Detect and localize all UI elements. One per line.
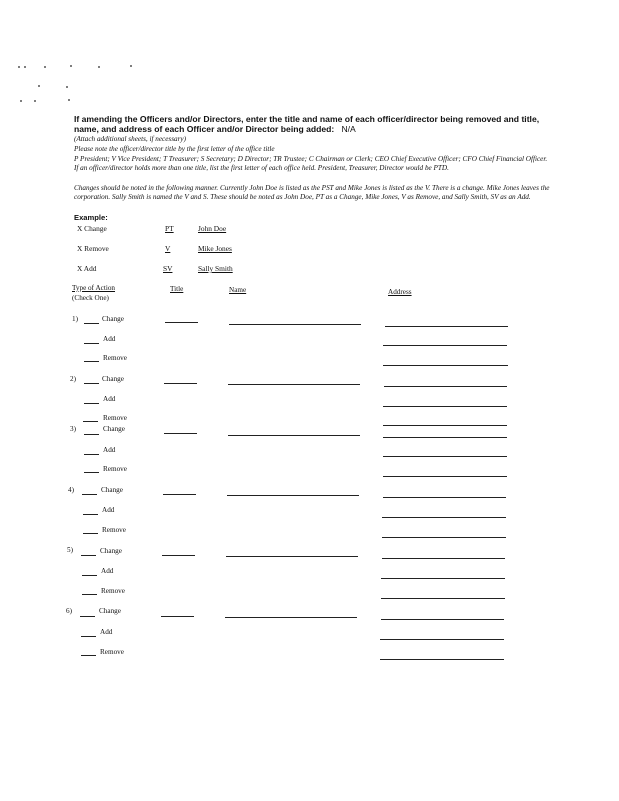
entry-number: 1) <box>72 315 78 323</box>
address-field-2[interactable] <box>383 345 507 346</box>
example-title: PT <box>165 224 174 233</box>
example-action: X Change <box>77 224 107 233</box>
entry-number: 2) <box>70 375 76 383</box>
column-check-one: (Check One) <box>72 294 109 302</box>
change-label: Change <box>100 547 122 555</box>
column-name: Name <box>229 286 247 294</box>
remove-label: Remove <box>103 465 127 473</box>
entry-number: 6) <box>66 607 72 615</box>
remove-checkbox-line[interactable] <box>83 421 98 422</box>
address-field-3[interactable] <box>382 537 506 538</box>
remove-checkbox-line[interactable] <box>82 594 97 595</box>
change-label: Change <box>102 315 124 323</box>
address-field-3[interactable] <box>383 425 507 426</box>
example-title: V <box>165 244 171 253</box>
heading-value: N/A <box>341 124 356 134</box>
remove-label: Remove <box>103 354 127 362</box>
column-address: Address <box>388 288 412 296</box>
title-field[interactable] <box>165 322 198 323</box>
example-title: SV <box>163 264 173 273</box>
heading-text: If amending the Officers and/or Directors, enter the title and name of each officer/director being removed and title, name, and address of each Officer and/or Director being added: <box>74 114 540 134</box>
remove-label: Remove <box>102 526 126 534</box>
add-label: Add <box>103 395 116 403</box>
change-checkbox-line[interactable] <box>80 616 95 617</box>
title-field[interactable] <box>164 433 197 434</box>
add-checkbox-line[interactable] <box>82 575 97 576</box>
remove-checkbox-line[interactable] <box>84 361 99 362</box>
address-field-2[interactable] <box>381 578 505 579</box>
address-field-1[interactable] <box>383 497 506 498</box>
change-checkbox-line[interactable] <box>82 494 97 495</box>
name-field[interactable] <box>227 495 359 496</box>
remove-checkbox-line[interactable] <box>83 533 98 534</box>
add-label: Add <box>103 446 116 454</box>
add-checkbox-line[interactable] <box>84 403 99 404</box>
title-field[interactable] <box>164 383 197 384</box>
example-name: Mike Jones <box>198 244 232 253</box>
address-field-3[interactable] <box>383 476 507 477</box>
example-action: X Add <box>77 264 97 273</box>
address-field-1[interactable] <box>383 437 507 438</box>
address-field-1[interactable] <box>382 558 505 559</box>
address-field-3[interactable] <box>383 365 508 366</box>
address-field-3[interactable] <box>380 659 504 660</box>
add-checkbox-line[interactable] <box>84 454 99 455</box>
address-field-2[interactable] <box>383 406 507 407</box>
add-label: Add <box>102 506 115 514</box>
name-field[interactable] <box>228 435 360 436</box>
change-label: Change <box>102 375 124 383</box>
title-field[interactable] <box>163 494 196 495</box>
column-title: Title <box>170 285 184 293</box>
add-checkbox-line[interactable] <box>84 343 99 344</box>
remove-label: Remove <box>103 414 127 422</box>
change-checkbox-line[interactable] <box>84 434 99 435</box>
title-field[interactable] <box>162 555 195 556</box>
instruction-changes: Changes should be noted in the following manner. Currently John Doe is listed as the PST and Mike Jones is listed as the V. There is a change. Mike Jones leaves the corporation. Sally Smith is named the V and S. These should be noted as John Doe, PT as a Change, Mike Jones, V as Remove, and Sally Smith, SV as an Add. <box>74 184 550 201</box>
example-name: Sally Smith <box>198 264 233 273</box>
add-checkbox-line[interactable] <box>83 514 98 515</box>
add-checkbox-line[interactable] <box>81 636 96 637</box>
remove-checkbox-line[interactable] <box>84 472 99 473</box>
entry-number: 5) <box>67 546 73 554</box>
name-field[interactable] <box>229 324 361 325</box>
change-label: Change <box>99 607 121 615</box>
remove-label: Remove <box>101 587 125 595</box>
title-field[interactable] <box>161 616 194 617</box>
add-label: Add <box>103 335 116 343</box>
name-field[interactable] <box>228 384 360 385</box>
example-label: Example: <box>74 213 108 222</box>
address-field-3[interactable] <box>381 598 505 599</box>
remove-label: Remove <box>100 648 124 656</box>
change-label: Change <box>101 486 123 494</box>
address-field-1[interactable] <box>384 386 507 387</box>
address-field-2[interactable] <box>382 517 506 518</box>
entry-number: 3) <box>70 425 76 433</box>
name-field[interactable] <box>225 617 357 618</box>
add-label: Add <box>101 567 114 575</box>
example-action: X Remove <box>77 244 109 253</box>
column-type-of-action: Type of Action <box>72 284 116 292</box>
remove-checkbox-line[interactable] <box>81 655 96 656</box>
instruction-title-note: Please note the officer/director title by the first letter of the office title <box>74 145 275 153</box>
address-field-2[interactable] <box>380 639 504 640</box>
address-field-2[interactable] <box>383 456 507 457</box>
address-field-1[interactable] <box>381 619 504 620</box>
name-field[interactable] <box>226 556 358 557</box>
entry-number: 4) <box>68 486 74 494</box>
instruction-attach: (Attach additional sheets, if necessary) <box>74 135 186 143</box>
example-name: John Doe <box>198 224 227 233</box>
address-field-1[interactable] <box>385 326 508 327</box>
change-label: Change <box>103 425 125 433</box>
change-checkbox-line[interactable] <box>84 323 99 324</box>
change-checkbox-line[interactable] <box>84 383 99 384</box>
instruction-title-codes: P President; V Vice President; T Treasurer; S Secretary; D Director; TR Trustee; C Chairman or Clerk; CEO Chief Executive Officer; CFO Chief Financial Officer. If an officer/director holds more than one title, list the first letter of each office held. President, Treasurer, Director would be PTD. <box>74 155 548 172</box>
section-heading <box>74 114 550 134</box>
add-label: Add <box>100 628 113 636</box>
change-checkbox-line[interactable] <box>81 555 96 556</box>
